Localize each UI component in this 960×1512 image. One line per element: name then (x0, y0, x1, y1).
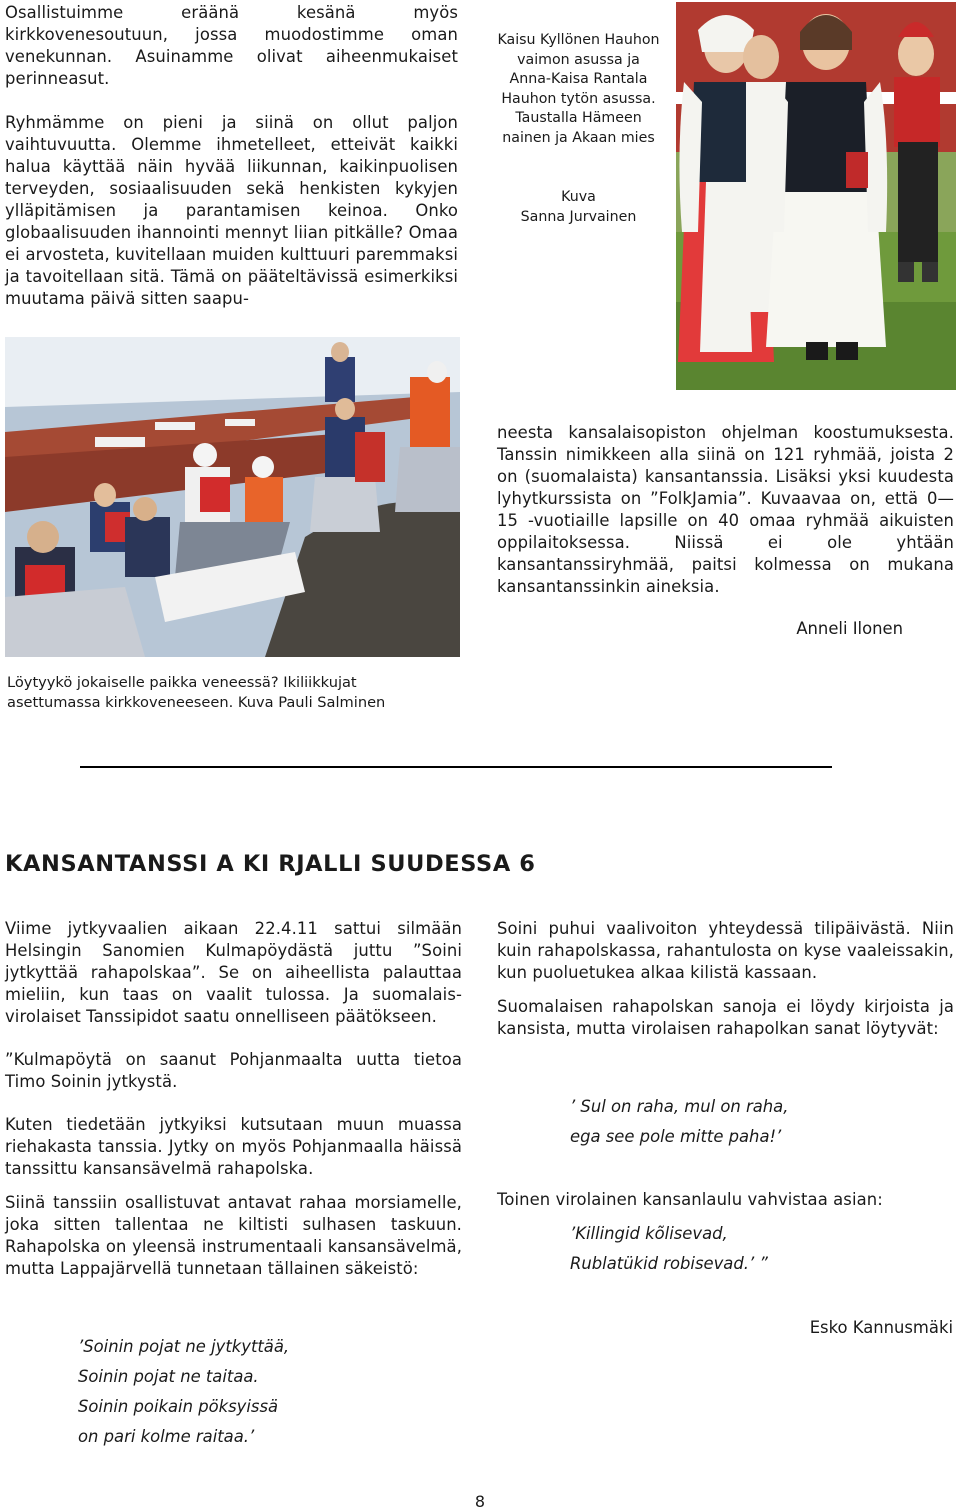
poem-line: ’Soinin pojat ne jytkyttää, (78, 1337, 290, 1356)
poem-line: ’Killingid kõlisevad, (570, 1224, 728, 1243)
costume-caption (497, 31, 660, 227)
costume-credit-name: Sanna Jurvainen (520, 208, 637, 225)
signature-esko: Esko Kannusmäki (809, 1318, 953, 1337)
left-paragraph: Viime jytkyvaalien aikaan 22.4.11 sattui silmään Helsingin Sanomien Kulmapöydästä juttu ”Soini jytkyttää rahapolskaa”. Se on aiheellista palauttaa mieliin, kun taas on vaalit tulossa. Ja suomalais-virolaiset Tanssipidot saatu onnelliseen päätökseen. (5, 919, 462, 1026)
intro-paragraph: Osallistuimme eräänä kesänä myös kirkkovenesoutuun, jossa muodostimme oman venekunnan. Asuinamme olivat aiheenmukaiset perinneasut. (5, 3, 458, 88)
poem-line: Soinin pojat ne taitaa. (78, 1367, 259, 1386)
right-paragraph-after: Toinen virolainen kansanlaulu vahvistaa asian: (497, 1190, 883, 1209)
left-paragraph: Kuten tiedetään jytkyiksi kutsutaan muun muassa riehakasta tanssia. Jytky on myös Pohjanmaalla häissä tanssittu kansansävelmä rahapolska. (5, 1115, 462, 1178)
left-column (5, 918, 462, 1280)
poem-line: on pari kolme raitaa.’ (78, 1427, 255, 1446)
page-number: 8 (474, 1492, 486, 1511)
poem-raha (570, 1092, 950, 1152)
poem-line: Rublatükid robisevad.’ ” (570, 1254, 768, 1273)
poem-line: Soinin poikain pöksyissä (78, 1397, 279, 1416)
right-column (497, 918, 954, 1040)
church-boat-photo (5, 337, 460, 657)
costume-caption-text: Kaisu Kyllönen Hauhon vaimon asussa ja Anna-Kaisa Rantala Hauhon tytön asussa. Taustalla Hämeen nainen ja Akaan mies (497, 32, 660, 146)
poem-line: ega see pole mitte paha!’ (570, 1127, 782, 1146)
continued-paragraph: neesta kansalaisopiston ohjelman koostumuksesta. Tanssin nimikkeen alla siinä on 121 ryhmää, joista 2 on (suomalaista) kansantanssia. Lisäksi yksi kuudesta lyhytkurssista on ”FolkJamia”. Kuvaavaa on, että 0—15 -vuotiaille lapsille on 40 omaa ryhmää aikuisten oppilaitoksessa. Niissä ei ole yhtään kansantanssiryhmää, paitsi kolmessa on mukana kansantanssinkin aineksia. (497, 423, 954, 596)
left-paragraph: ”Kulmapöytä on saanut Pohjanmaalta uutta tietoa Timo Soinin jytkystä. (5, 1050, 462, 1091)
continued-text (497, 422, 954, 598)
poem-soinin (78, 1332, 458, 1452)
poem-killingid (570, 1219, 950, 1279)
intro-paragraph: Ryhmämme on pieni ja siinä on ollut paljon vaihtuvuutta. Olemme ihmetelleet, etteivät kaikki halua käyttää näin hyvää liikunnan, kaikinpuolisen terveyden, sosiaalisuuden sekä henkisten kykyjen ylläpitämisen ja parantamisen keinoa. Onko globaalisuuden ihannointi mennyt liian pitkälle? Omaa ei arvosteta, kuvitellaan muiden kulttuuri paremmaksi ja tavoitellaan sitä. Tämä on pääteltävissä esimerkiksi muutama päivä sitten saapu- (5, 113, 458, 308)
section-divider (80, 766, 832, 768)
right-paragraph: Suomalaisen rahapolskan sanoja ei löydy kirjoista ja kansista, mutta virolaisen rahapolkan sanat löytyvät: (497, 997, 954, 1038)
poem-line: ’ Sul on raha, mul on raha, (570, 1097, 789, 1116)
intro-text (5, 2, 458, 310)
costume-photo (676, 2, 956, 390)
costume-credit-label: Kuva (561, 189, 596, 205)
boat-caption: Löytyykö jokaiselle paikka veneessä? Ikiliikkujat asettumassa kirkkoveneeseen. Kuva Pauli Salminen (7, 674, 386, 711)
section-title: KANSANTANSSI A KI RJALLI SUUDESSA 6 (5, 851, 536, 877)
signature-anneli: Anneli Ilonen (796, 619, 903, 638)
right-paragraph: Soini puhui vaalivoiton yhteydessä tilipäivästä. Niin kuin rahapolskassa, rahantulosta on kyse vaaleissakin, kun puoluetukea alkaa kilistä kassaan. (497, 919, 954, 982)
left-paragraph: Siinä tanssiin osallistuvat antavat rahaa morsiamelle, joka sitten tallentaa ne kiltisti sulhasen taskuun. Rahapolska on yleensä instrumentaali kansansävelmä, mutta Lappajärvellä tunnetaan tällainen säkeistö: (5, 1193, 462, 1278)
